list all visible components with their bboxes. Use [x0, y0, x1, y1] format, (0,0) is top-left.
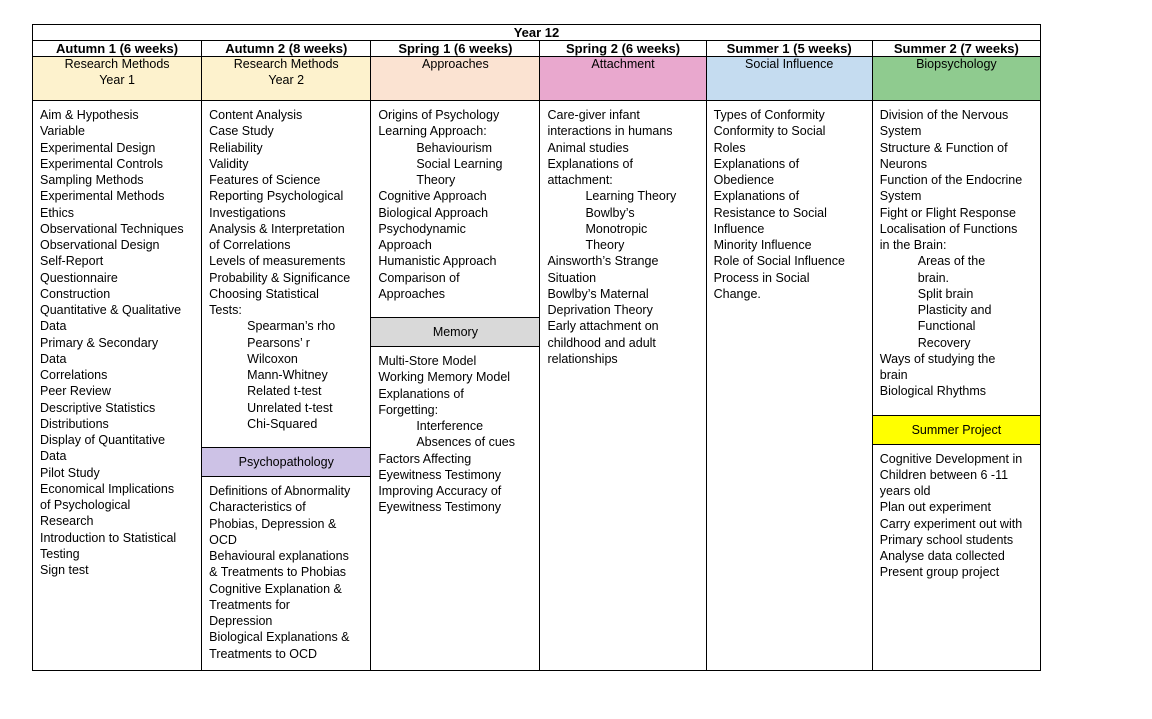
list-item: Tests:: [209, 303, 242, 317]
term-header: Summer 1 (5 weeks): [706, 41, 872, 57]
list-item: Bowlby’s: [585, 205, 635, 220]
list-item: Care-giver infant: [547, 108, 640, 122]
list-item: Present group project: [879, 565, 1000, 580]
topic-header: [371, 57, 540, 101]
content-row: [33, 101, 1041, 671]
list-item: Case Study: [209, 124, 274, 139]
list-item: Learning Approach:: [378, 124, 487, 139]
list-item: Deprivation Theory: [547, 303, 653, 317]
topic-title: Approaches: [422, 57, 489, 71]
list-item: Spearman’s rho: [247, 319, 336, 334]
list-item: Approaches: [378, 286, 446, 301]
topic-title: Attachment: [591, 57, 655, 71]
section-gap: [371, 310, 539, 317]
list-item: Improving Accuracy of: [378, 484, 502, 498]
topic-header: [540, 57, 706, 101]
list-item: Factors Affecting: [378, 451, 472, 466]
list-item: Theory: [585, 238, 625, 252]
list-item: Explanations of: [378, 386, 464, 401]
list-item: Localisation of Functions: [879, 221, 1018, 236]
list-item: Research: [40, 514, 94, 529]
list-item: Structure & Function of: [879, 140, 1008, 155]
list-item: Multi-Store Model: [378, 354, 477, 368]
list-item: Observational Techniques: [40, 221, 184, 236]
term-header: Autumn 2 (8 weeks): [202, 41, 371, 57]
list-item: Eyewitness Testimony: [378, 467, 502, 482]
list-item: Pearsons’ r: [247, 335, 310, 350]
list-item: Observational Design: [40, 238, 160, 252]
topic-subtitle: Year 2: [268, 72, 305, 87]
section-header: Memory: [371, 317, 539, 347]
list-item: Definitions of Abnormality: [209, 484, 351, 498]
list-item: Testing: [40, 546, 80, 561]
list-item: Peer Review: [40, 384, 111, 399]
list-item: OCD: [209, 532, 237, 547]
list-item: Sampling Methods: [40, 173, 144, 187]
topic-subtitle: Year 1: [99, 72, 135, 87]
list-item: Functional: [917, 319, 976, 334]
topic-title: Research Methods: [233, 57, 339, 71]
term-header: Summer 2 (7 weeks): [872, 41, 1040, 57]
list-item: Working Memory Model: [378, 370, 511, 385]
topic-header: [202, 57, 371, 101]
list-item: Data: [40, 449, 67, 464]
list-item: Humanistic Approach: [378, 254, 497, 269]
list-item: attachment:: [547, 173, 613, 187]
list-item: Display of Quantitative: [40, 433, 166, 447]
topic-item-list: [33, 101, 201, 586]
list-item: Aim & Hypothesis: [40, 108, 139, 122]
list-item: Animal studies: [547, 140, 629, 155]
list-item: Analysis & Interpretation: [209, 221, 345, 236]
list-item: Experimental Controls: [40, 156, 163, 171]
list-item: Features of Science: [209, 173, 321, 187]
list-item: Resistance to Social: [713, 205, 827, 220]
list-item: Analyse data collected: [879, 549, 1005, 563]
list-item: years old: [879, 484, 931, 498]
list-item: Obedience: [713, 173, 775, 187]
list-item: Biological Rhythms: [879, 384, 987, 399]
list-item: Absences of cues: [416, 435, 515, 450]
list-item: Eyewitness Testimony: [378, 500, 502, 515]
list-item: Approach: [378, 238, 432, 252]
topic-item-list: [707, 101, 872, 310]
topic-content-cell: [33, 101, 202, 671]
list-item: Comparison of: [378, 270, 460, 285]
list-item: Reliability: [209, 140, 263, 155]
topic-content-cell: [540, 101, 706, 671]
list-item: Depression: [209, 614, 273, 628]
list-item: Behaviourism: [416, 140, 493, 155]
list-item: Situation: [547, 270, 597, 285]
topic-title: Biopsychology: [916, 57, 997, 71]
list-item: Neurons: [879, 156, 927, 171]
list-item: Ways of studying the: [879, 351, 996, 366]
list-item: Social Learning: [416, 156, 503, 171]
list-item: Choosing Statistical: [209, 286, 319, 301]
list-item: Wilcoxon: [247, 351, 298, 366]
list-item: Biological Approach: [378, 205, 489, 220]
section-item-list: [202, 477, 370, 670]
list-item: Theory: [416, 173, 456, 187]
list-item: Plan out experiment: [879, 500, 991, 515]
list-item: Explanations of: [713, 156, 800, 171]
list-item: Behavioural explanations: [209, 549, 349, 563]
list-item: Bowlby’s Maternal: [547, 286, 649, 301]
list-item: Explanations of: [713, 189, 800, 204]
list-item: Economical Implications: [40, 481, 175, 496]
list-item: Process in Social: [713, 270, 810, 285]
topic-header-row: [33, 57, 1041, 101]
topic-title: Research Methods: [64, 57, 170, 71]
list-item: Conformity to Social: [713, 124, 826, 139]
list-item: brain: [879, 368, 908, 382]
list-item: Experimental Design: [40, 140, 156, 155]
list-item: Mann-Whitney: [247, 368, 328, 382]
list-item: Primary school students: [879, 532, 1014, 547]
section-item-list: [873, 445, 1040, 589]
section-gap: [873, 408, 1040, 415]
topic-header: [872, 57, 1040, 101]
topic-title: Social Influence: [745, 57, 834, 71]
section-item-list: [371, 347, 539, 524]
term-header-row: [33, 41, 1041, 57]
topic-header: [706, 57, 872, 101]
list-item: Recovery: [917, 335, 971, 350]
page-title: Year 12: [33, 25, 1041, 41]
list-item: Change.: [713, 286, 761, 301]
list-item: Correlations: [40, 368, 108, 382]
list-item: Questionnaire: [40, 270, 118, 285]
list-item: of Correlations: [209, 238, 291, 252]
list-item: Ethics: [40, 205, 75, 220]
section-header: Psychopathology: [202, 447, 370, 477]
list-item: of Psychological: [40, 498, 131, 512]
list-item: Data: [40, 351, 67, 366]
list-item: Validity: [209, 156, 249, 171]
list-item: childhood and adult: [547, 335, 656, 350]
list-item: Interference: [416, 419, 484, 433]
list-item: Monotropic: [585, 221, 648, 236]
list-item: in the Brain:: [879, 238, 947, 252]
list-item: Investigations: [209, 205, 286, 220]
list-item: Function of the Endocrine: [879, 173, 1023, 187]
list-item: Children between 6 -11: [879, 467, 1009, 482]
list-item: Levels of measurements: [209, 254, 346, 269]
list-item: Construction: [40, 286, 111, 301]
list-item: Role of Social Influence: [713, 254, 845, 269]
list-item: Reporting Psychological: [209, 189, 344, 204]
list-item: Early attachment on: [547, 319, 659, 334]
list-item: Related t-test: [247, 384, 322, 399]
topic-content-cell: [872, 101, 1040, 671]
topic-item-list: [371, 101, 539, 310]
list-item: Psychodynamic: [378, 221, 466, 236]
year-title-row: [33, 25, 1041, 41]
topic-content-cell: [202, 101, 371, 671]
list-item: Probability & Significance: [209, 270, 351, 285]
list-item: Experimental Methods: [40, 189, 165, 204]
section-header: Summer Project: [873, 415, 1040, 445]
term-header: Spring 1 (6 weeks): [371, 41, 540, 57]
list-item: Unrelated t-test: [247, 400, 333, 415]
list-item: Origins of Psychology: [378, 108, 500, 122]
list-item: Primary & Secondary: [40, 335, 159, 350]
list-item: Carry experiment out with: [879, 516, 1023, 531]
list-item: Pilot Study: [40, 465, 100, 480]
list-item: Characteristics of: [209, 500, 306, 515]
section-gap: [202, 440, 370, 447]
term-header: Spring 2 (6 weeks): [540, 41, 706, 57]
list-item: Biological Explanations &: [209, 630, 350, 645]
list-item: Learning Theory: [585, 189, 677, 204]
list-item: Minority Influence: [713, 238, 812, 252]
list-item: brain.: [917, 270, 950, 285]
list-item: Distributions: [40, 416, 109, 431]
topic-header: [33, 57, 202, 101]
list-item: Plasticity and: [917, 303, 992, 317]
list-item: Self-Report: [40, 254, 104, 269]
list-item: Areas of the: [917, 254, 986, 269]
list-item: Chi-Squared: [247, 416, 318, 431]
list-item: Sign test: [40, 563, 89, 577]
list-item: Quantitative & Qualitative: [40, 303, 182, 317]
list-item: Cognitive Development in: [879, 451, 1023, 466]
list-item: Treatments to OCD: [209, 646, 318, 661]
list-item: & Treatments to Phobias: [209, 565, 347, 580]
list-item: Phobias, Depression &: [209, 516, 337, 531]
topic-item-list: [202, 101, 370, 440]
list-item: Explanations of: [547, 156, 633, 171]
term-header: Autumn 1 (6 weeks): [33, 41, 202, 57]
list-item: Influence: [713, 221, 765, 236]
list-item: Descriptive Statistics: [40, 400, 156, 415]
topic-content-cell: [371, 101, 540, 671]
list-item: Variable: [40, 124, 85, 139]
topic-content-cell: [706, 101, 872, 671]
list-item: Data: [40, 319, 67, 334]
list-item: Forgetting:: [378, 402, 439, 417]
list-item: Cognitive Explanation &: [209, 581, 342, 596]
list-item: Introduction to Statistical: [40, 530, 177, 545]
list-item: relationships: [547, 351, 618, 366]
list-item: Fight or Flight Response: [879, 205, 1016, 220]
list-item: interactions in humans: [547, 124, 673, 139]
list-item: System: [879, 124, 922, 139]
list-item: Split brain: [917, 286, 974, 301]
curriculum-table: [32, 24, 1041, 671]
list-item: Content Analysis: [209, 108, 303, 122]
topic-item-list: [540, 101, 705, 375]
list-item: System: [879, 189, 922, 204]
list-item: Cognitive Approach: [378, 189, 487, 204]
topic-item-list: [873, 101, 1040, 408]
list-item: Division of the Nervous: [879, 108, 1009, 122]
list-item: Ainsworth’s Strange: [547, 254, 659, 269]
list-item: Roles: [713, 140, 746, 155]
list-item: Treatments for: [209, 597, 290, 612]
list-item: Types of Conformity: [713, 108, 825, 122]
